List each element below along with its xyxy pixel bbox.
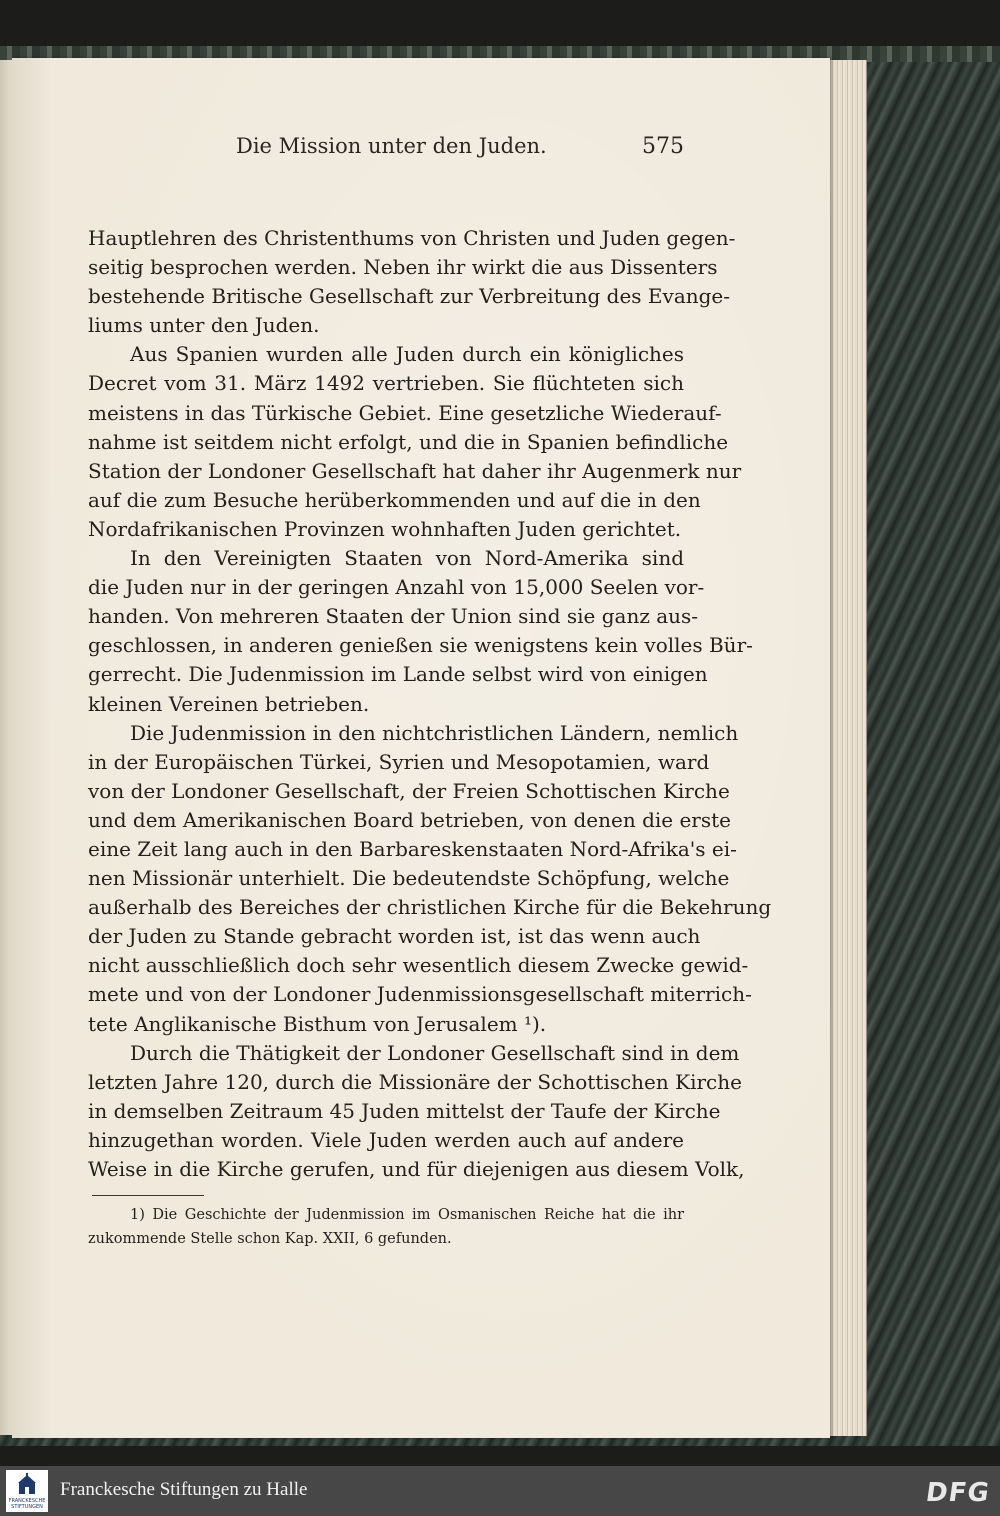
text-line: Aus Spanien wurden alle Juden durch ein königliches bbox=[130, 342, 684, 367]
text-line: meistens in das Türkische Gebiet. Eine gesetzliche Wiederauf- bbox=[88, 400, 722, 425]
logo-caption: FRANCKESCHE STIFTUNGEN bbox=[8, 1498, 46, 1510]
text-line: und dem Amerikanischen Board betrieben, von denen die erste bbox=[88, 807, 732, 832]
text-line: bestehende Britische Gesellschaft zur Verbreitung des Evange- bbox=[88, 284, 731, 309]
text-line: nicht ausschließlich doch sehr wesentlich diesem Zwecke gewid- bbox=[88, 953, 749, 978]
footnote-line: 1) Die Geschichte der Judenmission im Osmanischen Reiche hat die ihr bbox=[130, 1207, 684, 1223]
text-line: nen Missionär unterhielt. Die bedeutendste Schöpfung, welche bbox=[88, 866, 730, 891]
text-line: Decret vom 31. März 1492 vertrieben. Sie flüchteten sich bbox=[88, 371, 684, 396]
text-line: mete und von der Londoner Judenmissionsgesellschaft miterrich- bbox=[88, 982, 752, 1007]
text-line: kleinen Vereinen betrieben. bbox=[88, 691, 370, 716]
text-line: Hauptlehren des Christenthums von Christen und Juden gegen- bbox=[88, 226, 736, 250]
text-line: handen. Von mehreren Staaten der Union sind sie ganz aus- bbox=[88, 604, 699, 629]
text-line: die Juden nur in der geringen Anzahl von 15,000 Seelen vor- bbox=[88, 575, 705, 600]
text-line: In den Vereinigten Staaten von Nord-Amerika sind bbox=[130, 546, 684, 571]
text-line: eine Zeit lang auch in den Barbareskenstaaten Nord-Afrika's ei- bbox=[88, 836, 737, 861]
footnote-line: zukommende Stelle schon Kap. XXII, 6 gefunden. bbox=[88, 1231, 452, 1247]
text-line: Nordafrikanischen Provinzen wohnhaften Juden gerichtet. bbox=[88, 516, 682, 541]
footnote-rule bbox=[92, 1195, 204, 1196]
text-line: letzten Jahre 120, durch die Missionäre der Schottischen Kirche bbox=[88, 1069, 742, 1094]
text-line: Die Judenmission in den nichtchristlichen Ländern, nemlich bbox=[130, 720, 739, 745]
orphanage-building-icon bbox=[17, 1473, 37, 1497]
institution-name[interactable]: Franckesche Stiftungen zu Halle bbox=[60, 1479, 308, 1500]
text-line: liums unter den Juden. bbox=[88, 313, 320, 338]
institution-logo[interactable] bbox=[6, 1470, 48, 1512]
text-line: Durch die Thätigkeit der Londoner Gesellschaft sind in dem bbox=[130, 1040, 740, 1065]
text-line: in demselben Zeitraum 45 Juden mittelst der Taufe der Kirche bbox=[88, 1098, 721, 1123]
text-line: hinzugethan worden. Viele Juden werden auch auf andere bbox=[88, 1127, 684, 1152]
page-number: 575 bbox=[642, 134, 684, 159]
running-title: Die Mission unter den Juden. bbox=[236, 134, 547, 158]
text-line: Station der Londoner Gesellschaft hat daher ihr Augenmerk nur bbox=[88, 458, 742, 483]
text-line: auf die zum Besuche herüberkommenden und auf die in den bbox=[88, 487, 701, 512]
body-text bbox=[88, 224, 772, 1184]
text-line: von der Londoner Gesellschaft, der Freien Schottischen Kirche bbox=[88, 778, 730, 803]
text-line: tete Anglikanische Bisthum von Jerusalem ¹). bbox=[88, 1011, 547, 1036]
text-line: geschlossen, in anderen genießen sie wenigstens kein volles Bür- bbox=[88, 633, 753, 658]
dfg-logo[interactable]: DFG bbox=[924, 1478, 993, 1508]
viewer-footer-bar bbox=[0, 1466, 1000, 1516]
footnote bbox=[88, 1203, 684, 1251]
text-line: gerrecht. Die Judenmission im Lande selbst wird von einigen bbox=[88, 662, 708, 687]
text-line: seitig besprochen werden. Neben ihr wirkt die aus Dissenters bbox=[88, 255, 718, 280]
page-header bbox=[76, 128, 684, 168]
text-line: Weise in die Kirche gerufen, und für diejenigen aus diesem Volk, bbox=[88, 1157, 745, 1181]
text-line: der Juden zu Stande gebracht worden ist, ist das wenn auch bbox=[88, 924, 701, 949]
text-line: außerhalb des Bereiches der christlichen Kirche für die Bekehrung bbox=[88, 895, 772, 920]
text-line: nahme ist seitdem nicht erfolgt, und die in Spanien befindliche bbox=[88, 429, 729, 454]
text-line: in der Europäischen Türkei, Syrien und Mesopotamien, ward bbox=[88, 749, 710, 774]
